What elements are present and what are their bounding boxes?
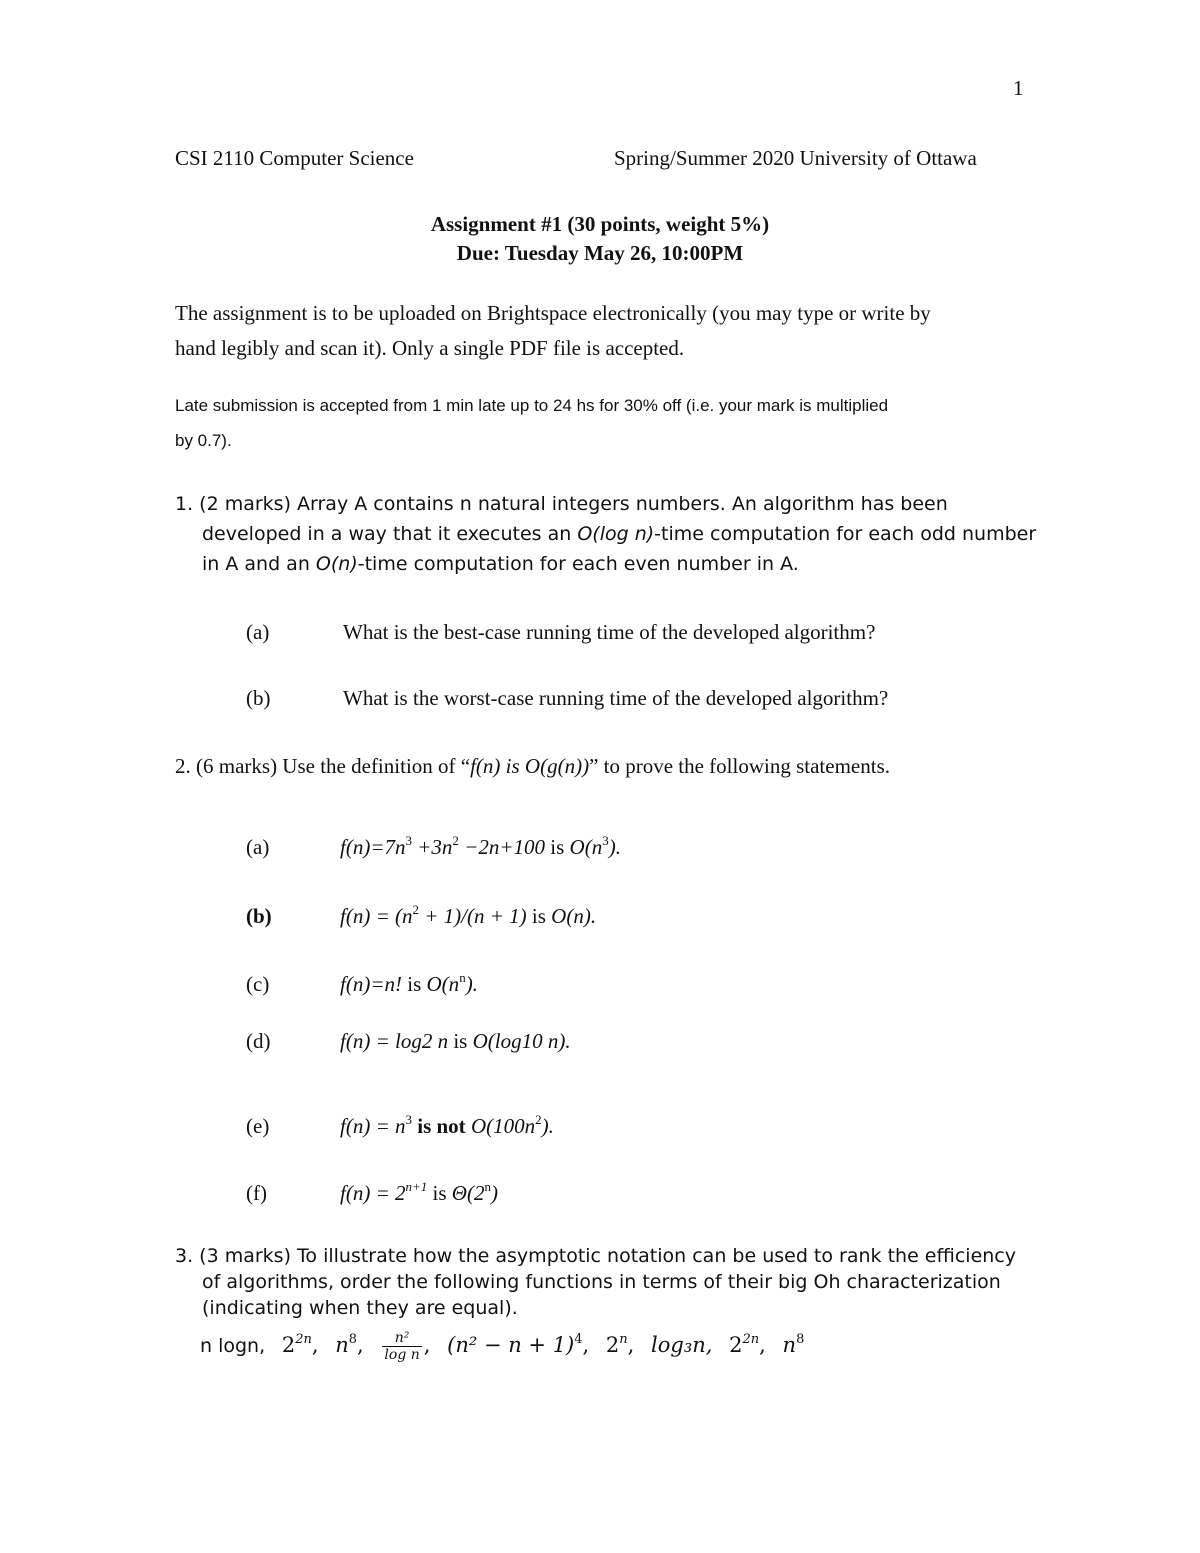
func-n2-over-logn: $\frac{\text{n²}}{\text{log n}}$ , <box>384 1330 431 1363</box>
course-title: CSI 2110 Computer Science <box>175 146 414 170</box>
q1-a-label: (a) <box>246 620 270 644</box>
q2-a-statement: $f(n)=7n^3 +3n^2 -2n+100$ is $O(n^3)$. <box>340 833 621 859</box>
intro-line-1: The assignment is to be uploaded on Brightspace electronically (you may type or write by <box>175 301 931 325</box>
q2-c-statement: f(n)=n! is $O(n^n)$. <box>340 970 478 996</box>
func-nlogn: n logn, <box>200 1335 266 1357</box>
q1-line-2: developed in a way that it executes an O(log n)-time computation for each odd number <box>202 523 1037 545</box>
term-university: Spring/Summer 2020 University of Ottawa <box>614 146 977 170</box>
q1-line-3: in A and an O(n)-time computation for each even number in A. <box>202 553 799 575</box>
q1-b-label: (b) <box>246 686 271 710</box>
q3-line-3: (indicating when they are equal). <box>202 1297 518 1319</box>
q3-line-2: of algorithms, order the following functions in terms of their big Oh characterization <box>202 1271 1001 1293</box>
assignment-title: Assignment #1 (30 points, weight 5%) <box>430 212 770 236</box>
late-policy-line-1: Late submission is accepted from 1 min late up to 24 hs for 30% off (i.e. your mark is multiplied <box>175 396 889 415</box>
page-number: 1 <box>1013 76 1024 100</box>
q2-f-statement: $f(n) = 2^{n+1}$ is Θ(2$^n$) <box>340 1179 498 1205</box>
q3-line-1: 3. (3 marks) To illustrate how the asymptotic notation can be used to rank the efficiency <box>175 1245 1017 1267</box>
q2-f-label: (f) <box>246 1181 267 1205</box>
q2-e-statement: $f(n) = n^3$ is not $O(100n^2)$. <box>340 1112 554 1138</box>
func-poly-pow-4: $(n^2 - n + 1)^4$, <box>447 1332 590 1357</box>
due-date: Due: Tuesday May 26, 10:00PM <box>456 241 744 265</box>
q2-e-label: (e) <box>246 1114 270 1138</box>
q2-d-label: (d) <box>246 1029 271 1053</box>
q1-a-text: What is the best-case running time of the developed algorithm? <box>343 620 876 644</box>
q2-a-label: (a) <box>246 835 270 859</box>
q1-line-1: 1. (2 marks) Array A contains n natural integers numbers. An algorithm has been <box>175 493 948 515</box>
q2-c-label: (c) <box>246 972 270 996</box>
func-n-pow-8: $n^8$, <box>335 1332 364 1357</box>
q2-d-statement: f(n) = log2 n is O(log10 n). <box>340 1029 571 1053</box>
intro-line-2: hand legibly and scan it). Only a single PDF file is accepted. <box>175 336 685 360</box>
q2-b-statement: $f(n) = (n^2 + 1)/(n + 1)$ is O(n). <box>340 902 597 928</box>
func-n-pow-8-repeat: $n^8$ <box>782 1332 805 1357</box>
q1-b-text: What is the worst-case running time of the developed algorithm? <box>343 686 889 710</box>
late-policy-line-2: by 0.7). <box>175 431 232 450</box>
q2-intro: 2. (6 marks) Use the definition of “f(n) is O(g(n))” to prove the following statements. <box>175 754 890 778</box>
q2-b-label: (b) <box>246 904 272 928</box>
function-list <box>200 1330 804 1363</box>
func-2-pow-2n: $2^{2n}$, <box>281 1332 319 1357</box>
func-2-pow-n: 2$^n$, <box>605 1332 635 1357</box>
func-2-pow-2n-repeat: $2^{2n}$, <box>729 1332 766 1357</box>
func-log3n: log₃n, <box>651 1333 713 1357</box>
